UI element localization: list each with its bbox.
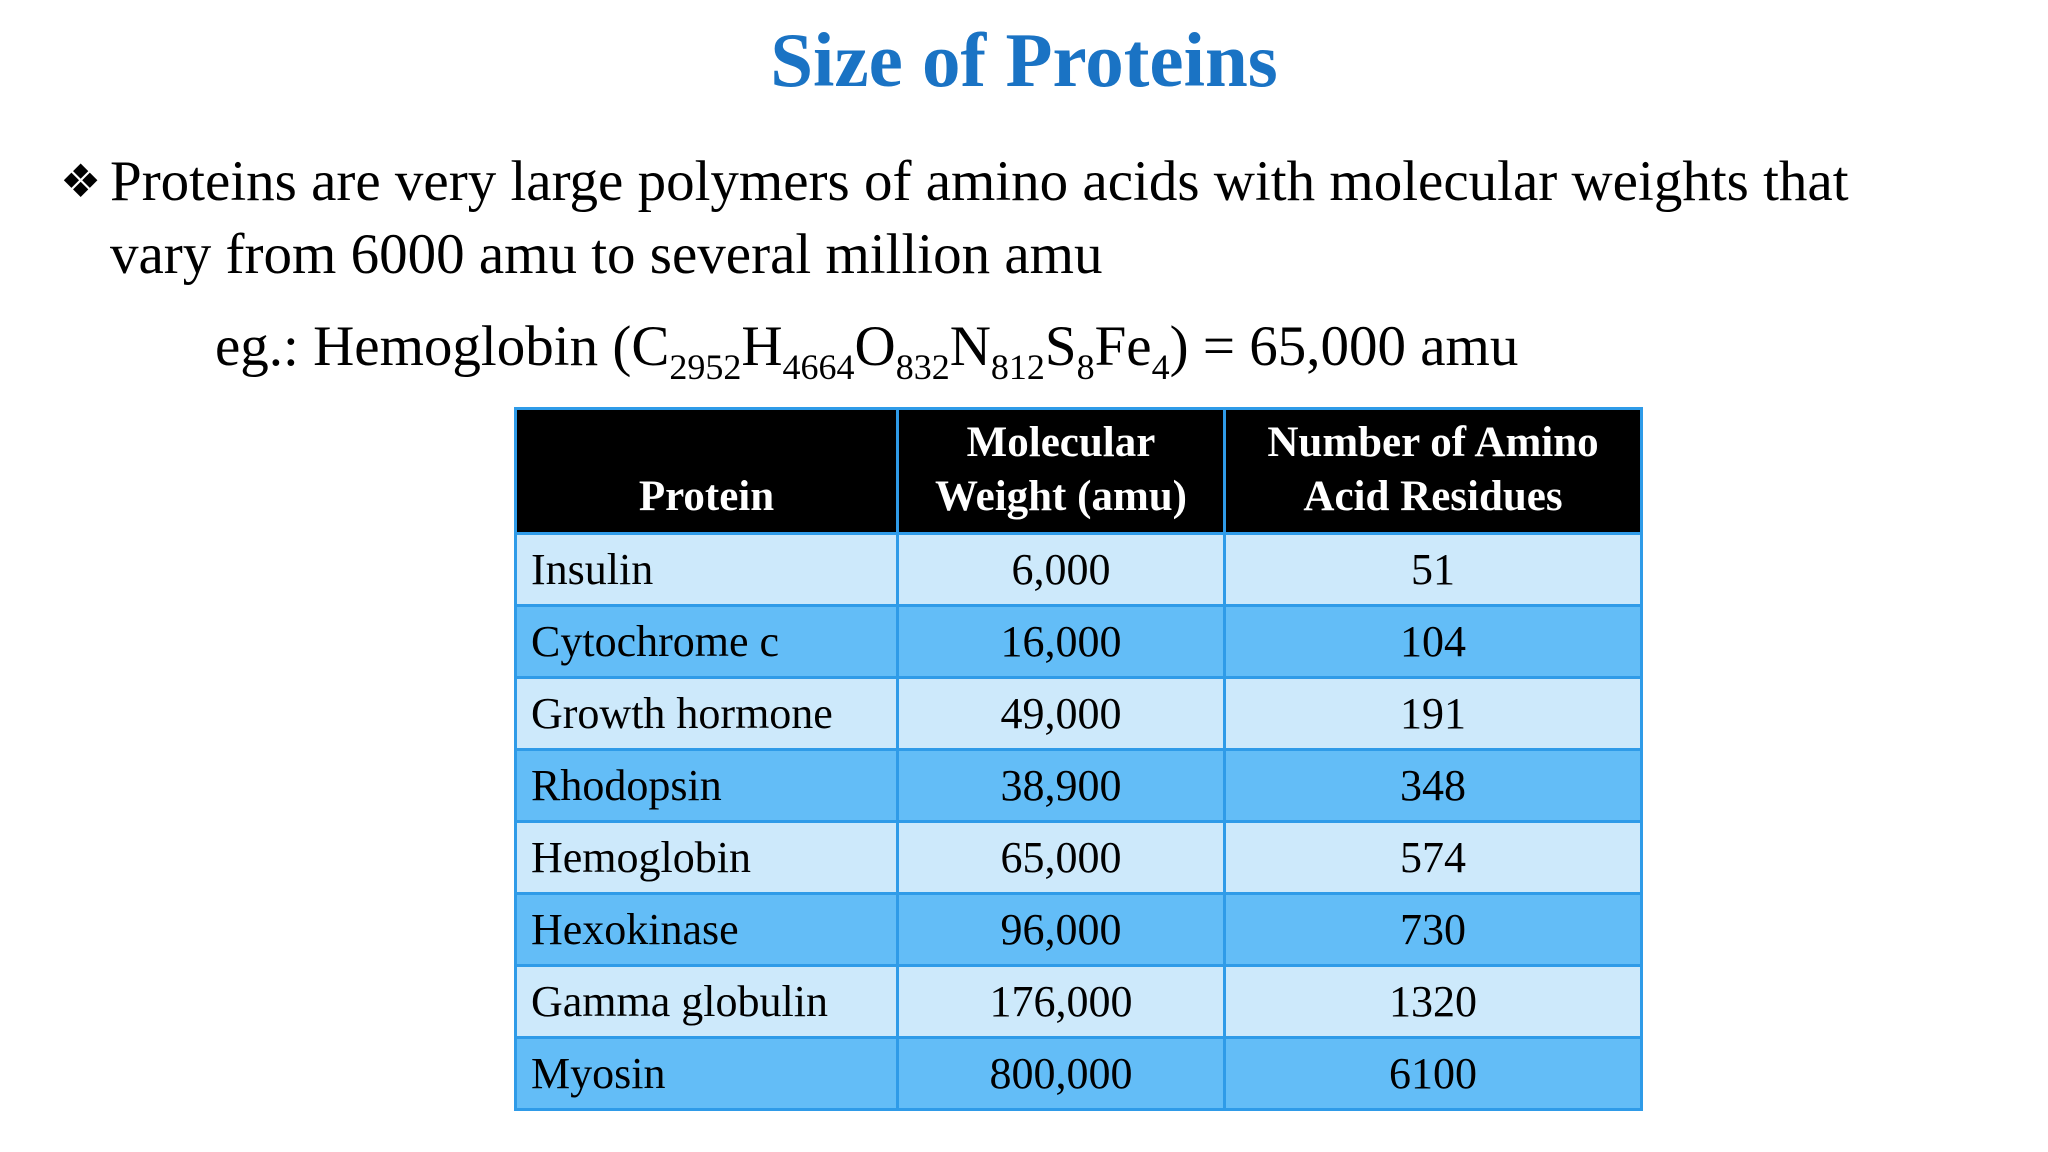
cell-molecular-weight: 16,000: [898, 606, 1225, 678]
cell-protein: Cytochrome c: [516, 606, 898, 678]
formula-count-fe: 4: [1151, 347, 1170, 387]
table-row: [516, 1038, 1642, 1110]
cell-molecular-weight: 176,000: [898, 966, 1225, 1038]
formula-count-o: 832: [895, 347, 950, 387]
cell-protein: Rhodopsin: [516, 750, 898, 822]
cell-molecular-weight: 49,000: [898, 678, 1225, 750]
cell-residues: 6100: [1225, 1038, 1642, 1110]
cell-residues: 574: [1225, 822, 1642, 894]
cell-molecular-weight: 800,000: [898, 1038, 1225, 1110]
bullet-point: [60, 145, 2020, 291]
hemoglobin-example: [215, 307, 1518, 387]
formula-count-s: 8: [1076, 347, 1095, 387]
formula-element-s: S: [1044, 315, 1077, 378]
formula-element-h: H: [741, 315, 783, 378]
header-residues-line-2: Acid Residues: [1303, 473, 1563, 520]
cell-molecular-weight: 38,900: [898, 750, 1225, 822]
table-row: [516, 750, 1642, 822]
cell-molecular-weight: 6,000: [898, 534, 1225, 606]
table-header-row: [516, 409, 1642, 534]
header-amino-acid-residues: [1225, 409, 1642, 534]
cell-residues: 730: [1225, 894, 1642, 966]
cell-molecular-weight: 96,000: [898, 894, 1225, 966]
table-row: [516, 966, 1642, 1038]
cell-residues: 104: [1225, 606, 1642, 678]
cell-protein: Insulin: [516, 534, 898, 606]
protein-size-table: [514, 407, 1643, 1111]
table-row: [516, 678, 1642, 750]
slide-title: Size of Proteins: [770, 17, 1278, 103]
table-row: [516, 534, 1642, 606]
cell-residues: 51: [1225, 534, 1642, 606]
formula-count-h: 4664: [782, 347, 855, 387]
table-row: [516, 822, 1642, 894]
cell-residues: 1320: [1225, 966, 1642, 1038]
formula-count-n: 812: [990, 347, 1045, 387]
protein-size-table-container: [514, 407, 1643, 1111]
cell-protein: Growth hormone: [516, 678, 898, 750]
header-mw-line-1: Molecular: [966, 419, 1156, 466]
bullet-text: [60, 145, 2020, 291]
example-prefix: eg.: Hemoglobin (: [215, 315, 632, 378]
cell-residues: 191: [1225, 678, 1642, 750]
header-mw-line-2: Weight (amu): [934, 473, 1188, 520]
cell-protein: Hexokinase: [516, 894, 898, 966]
formula-element-n: N: [949, 315, 991, 378]
header-protein: [516, 409, 898, 534]
formula-count-c: 2952: [669, 347, 742, 387]
formula-element-o: O: [854, 315, 896, 378]
table-row: [516, 894, 1642, 966]
cell-protein: Hemoglobin: [516, 822, 898, 894]
diamond-bullet-icon: ❖: [60, 156, 102, 207]
example-suffix: ) = 65,000 amu: [1169, 315, 1519, 378]
cell-residues: 348: [1225, 750, 1642, 822]
header-residues-line-1: Number of Amino: [1267, 419, 1599, 466]
formula-element-fe: Fe: [1094, 315, 1152, 378]
cell-molecular-weight: 65,000: [898, 822, 1225, 894]
header-protein-label: Protein: [638, 473, 775, 520]
bullet-text-line-1: Proteins are very large polymers of amino acids with molecular weights that: [110, 150, 1849, 213]
bullet-text-line-2: vary from 6000 amu to several million amu: [110, 223, 1103, 286]
header-molecular-weight: [898, 409, 1225, 534]
cell-protein: Myosin: [516, 1038, 898, 1110]
table-row: [516, 606, 1642, 678]
formula-element-c: C: [631, 315, 670, 378]
cell-protein: Gamma globulin: [516, 966, 898, 1038]
